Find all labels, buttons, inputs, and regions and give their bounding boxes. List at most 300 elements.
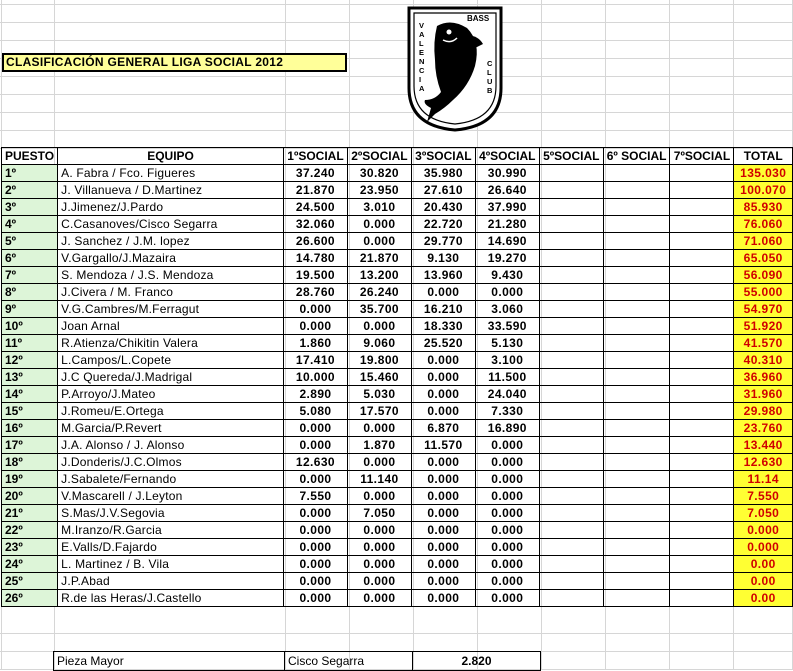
social-2-cell[interactable]: 21.870 [347, 250, 411, 267]
social-3-cell[interactable]: 0.000 [411, 471, 475, 488]
social-6-cell[interactable] [603, 437, 670, 454]
social-5-cell[interactable] [539, 182, 603, 199]
social-2-cell[interactable]: 0.000 [347, 318, 411, 335]
social-2-cell[interactable]: 15.460 [347, 369, 411, 386]
social-6-cell[interactable] [603, 556, 670, 573]
social-4-cell[interactable]: 0.000 [475, 505, 539, 522]
pieza-mayor-name[interactable]: Cisco Segarra [285, 652, 413, 671]
social-5-cell[interactable] [539, 335, 603, 352]
social-1-cell[interactable]: 0.000 [283, 437, 347, 454]
social-4-cell[interactable]: 3.060 [475, 301, 539, 318]
social-5-cell[interactable] [539, 556, 603, 573]
social-7-cell[interactable] [670, 539, 734, 556]
social-5-cell[interactable] [539, 352, 603, 369]
social-4-cell[interactable]: 0.000 [475, 539, 539, 556]
total-cell[interactable]: 135.030 [734, 165, 793, 182]
column-header[interactable]: 3ºSOCIAL [411, 148, 475, 165]
social-1-cell[interactable]: 0.000 [283, 590, 347, 607]
social-1-cell[interactable]: 17.410 [283, 352, 347, 369]
social-1-cell[interactable]: 0.000 [283, 505, 347, 522]
social-3-cell[interactable]: 27.610 [411, 182, 475, 199]
social-5-cell[interactable] [539, 573, 603, 590]
social-1-cell[interactable]: 0.000 [283, 318, 347, 335]
column-header[interactable]: EQUIPO [58, 148, 284, 165]
social-6-cell[interactable] [603, 250, 670, 267]
total-cell[interactable]: 23.760 [734, 420, 793, 437]
social-1-cell[interactable]: 1.860 [283, 335, 347, 352]
social-5-cell[interactable] [539, 471, 603, 488]
total-cell[interactable]: 13.440 [734, 437, 793, 454]
team-cell[interactable]: V.Gargallo/J.Mazaira [58, 250, 284, 267]
social-6-cell[interactable] [603, 539, 670, 556]
social-6-cell[interactable] [603, 505, 670, 522]
social-2-cell[interactable]: 23.950 [347, 182, 411, 199]
social-2-cell[interactable]: 5.030 [347, 386, 411, 403]
total-cell[interactable]: 0.000 [734, 522, 793, 539]
social-7-cell[interactable] [670, 182, 734, 199]
social-1-cell[interactable]: 0.000 [283, 522, 347, 539]
social-2-cell[interactable]: 0.000 [347, 556, 411, 573]
social-5-cell[interactable] [539, 488, 603, 505]
social-2-cell[interactable]: 11.140 [347, 471, 411, 488]
social-3-cell[interactable]: 0.000 [411, 386, 475, 403]
social-6-cell[interactable] [603, 199, 670, 216]
team-cell[interactable]: P.Arroyo/J.Mateo [58, 386, 284, 403]
table-row [2, 522, 793, 539]
social-6-cell[interactable] [603, 420, 670, 437]
social-3-cell[interactable]: 0.000 [411, 573, 475, 590]
total-cell[interactable]: 41.570 [734, 335, 793, 352]
social-2-cell[interactable]: 0.000 [347, 233, 411, 250]
social-3-cell[interactable]: 35.980 [411, 165, 475, 182]
social-5-cell[interactable] [539, 505, 603, 522]
table-row [2, 573, 793, 590]
position-cell[interactable]: 11º [2, 335, 58, 352]
social-6-cell[interactable] [603, 182, 670, 199]
social-6-cell[interactable] [603, 573, 670, 590]
social-2-cell[interactable]: 0.000 [347, 573, 411, 590]
social-3-cell[interactable]: 9.130 [411, 250, 475, 267]
social-7-cell[interactable] [670, 471, 734, 488]
team-cell[interactable]: A. Fabra / Fco. Figueres [58, 165, 284, 182]
social-2-cell[interactable]: 0.000 [347, 420, 411, 437]
social-7-cell[interactable] [670, 250, 734, 267]
social-7-cell[interactable] [670, 505, 734, 522]
team-cell[interactable]: V.G.Cambres/M.Ferragut [58, 301, 284, 318]
social-3-cell[interactable]: 0.000 [411, 454, 475, 471]
team-cell[interactable]: J. Villanueva / D.Martinez [58, 182, 284, 199]
social-4-cell[interactable]: 26.640 [475, 182, 539, 199]
position-cell[interactable]: 14º [2, 386, 58, 403]
social-7-cell[interactable] [670, 590, 734, 607]
position-cell[interactable]: 23º [2, 539, 58, 556]
social-5-cell[interactable] [539, 199, 603, 216]
social-1-cell[interactable]: 37.240 [283, 165, 347, 182]
social-2-cell[interactable]: 0.000 [347, 454, 411, 471]
social-4-cell[interactable]: 11.500 [475, 369, 539, 386]
position-cell[interactable]: 8º [2, 284, 58, 301]
social-3-cell[interactable]: 0.000 [411, 522, 475, 539]
social-4-cell[interactable]: 30.990 [475, 165, 539, 182]
social-4-cell[interactable]: 5.130 [475, 335, 539, 352]
total-cell[interactable]: 7.550 [734, 488, 793, 505]
total-cell[interactable]: 31.960 [734, 386, 793, 403]
team-cell[interactable]: J.Jimenez/J.Pardo [58, 199, 284, 216]
total-cell[interactable]: 40.310 [734, 352, 793, 369]
social-7-cell[interactable] [670, 233, 734, 250]
social-4-cell[interactable]: 0.000 [475, 573, 539, 590]
social-1-cell[interactable]: 10.000 [283, 369, 347, 386]
social-3-cell[interactable]: 29.770 [411, 233, 475, 250]
social-2-cell[interactable]: 3.010 [347, 199, 411, 216]
position-cell[interactable]: 17º [2, 437, 58, 454]
social-4-cell[interactable]: 14.690 [475, 233, 539, 250]
social-4-cell[interactable]: 0.000 [475, 454, 539, 471]
grid-row-line [0, 130, 793, 131]
social-5-cell[interactable] [539, 250, 603, 267]
social-6-cell[interactable] [603, 454, 670, 471]
social-4-cell[interactable]: 0.000 [475, 488, 539, 505]
social-1-cell[interactable]: 7.550 [283, 488, 347, 505]
social-7-cell[interactable] [670, 420, 734, 437]
social-3-cell[interactable]: 0.000 [411, 590, 475, 607]
column-header[interactable]: 6º SOCIAL [603, 148, 670, 165]
social-4-cell[interactable]: 7.330 [475, 403, 539, 420]
total-cell[interactable]: 0.00 [734, 590, 793, 607]
social-7-cell[interactable] [670, 454, 734, 471]
table-row [2, 539, 793, 556]
social-5-cell[interactable] [539, 590, 603, 607]
social-7-cell[interactable] [670, 369, 734, 386]
table-row [2, 386, 793, 403]
social-5-cell[interactable] [539, 420, 603, 437]
social-4-cell[interactable]: 0.000 [475, 590, 539, 607]
social-4-cell[interactable]: 21.280 [475, 216, 539, 233]
position-cell[interactable]: 4º [2, 216, 58, 233]
social-3-cell[interactable]: 0.000 [411, 403, 475, 420]
social-1-cell[interactable]: 26.600 [283, 233, 347, 250]
social-7-cell[interactable] [670, 267, 734, 284]
total-cell[interactable]: 36.960 [734, 369, 793, 386]
social-4-cell[interactable]: 16.890 [475, 420, 539, 437]
social-5-cell[interactable] [539, 437, 603, 454]
team-cell[interactable]: R.Atienza/Chikitin Valera [58, 335, 284, 352]
social-6-cell[interactable] [603, 403, 670, 420]
column-header[interactable]: 2ºSOCIAL [347, 148, 411, 165]
social-6-cell[interactable] [603, 267, 670, 284]
social-3-cell[interactable]: 0.000 [411, 505, 475, 522]
table-row [2, 165, 793, 182]
header-row [2, 148, 793, 165]
social-6-cell[interactable] [603, 165, 670, 182]
social-7-cell[interactable] [670, 318, 734, 335]
social-6-cell[interactable] [603, 216, 670, 233]
classification-table [1, 147, 793, 607]
social-1-cell[interactable]: 12.630 [283, 454, 347, 471]
team-cell[interactable]: M.Iranzo/R.Garcia [58, 522, 284, 539]
logo-right-letter: U [487, 77, 493, 86]
social-6-cell[interactable] [603, 335, 670, 352]
social-7-cell[interactable] [670, 284, 734, 301]
social-6-cell[interactable] [603, 471, 670, 488]
logo-right-letter: B [487, 86, 493, 95]
team-cell[interactable]: S. Mendoza / J.S. Mendoza [58, 267, 284, 284]
social-7-cell[interactable] [670, 488, 734, 505]
table-row [2, 182, 793, 199]
team-cell[interactable]: J.C Quereda/J.Madrigal [58, 369, 284, 386]
social-2-cell[interactable]: 19.800 [347, 352, 411, 369]
team-cell[interactable]: E.Valls/D.Fajardo [58, 539, 284, 556]
total-cell[interactable]: 0.000 [734, 539, 793, 556]
total-cell[interactable]: 55.000 [734, 284, 793, 301]
team-cell[interactable]: C.Casanoves/Cisco Segarra [58, 216, 284, 233]
total-cell[interactable]: 71.060 [734, 233, 793, 250]
social-7-cell[interactable] [670, 403, 734, 420]
position-cell[interactable]: 21º [2, 505, 58, 522]
social-1-cell[interactable]: 21.870 [283, 182, 347, 199]
social-3-cell[interactable]: 11.570 [411, 437, 475, 454]
logo-left-letter: A [419, 30, 425, 39]
position-cell[interactable]: 9º [2, 301, 58, 318]
social-4-cell[interactable]: 3.100 [475, 352, 539, 369]
social-1-cell[interactable]: 0.000 [283, 539, 347, 556]
social-3-cell[interactable]: 0.000 [411, 539, 475, 556]
social-1-cell[interactable]: 24.500 [283, 199, 347, 216]
social-2-cell[interactable]: 0.000 [347, 539, 411, 556]
total-cell[interactable]: 7.050 [734, 505, 793, 522]
column-header[interactable]: 5ºSOCIAL [539, 148, 603, 165]
social-1-cell[interactable]: 0.000 [283, 556, 347, 573]
social-3-cell[interactable]: 0.000 [411, 488, 475, 505]
social-6-cell[interactable] [603, 352, 670, 369]
social-2-cell[interactable]: 0.000 [347, 590, 411, 607]
position-cell[interactable]: 3º [2, 199, 58, 216]
team-cell[interactable]: J.Civera / M. Franco [58, 284, 284, 301]
social-6-cell[interactable] [603, 318, 670, 335]
position-cell[interactable]: 12º [2, 352, 58, 369]
social-1-cell[interactable]: 0.000 [283, 301, 347, 318]
social-5-cell[interactable] [539, 454, 603, 471]
position-cell[interactable]: 5º [2, 233, 58, 250]
total-cell[interactable]: 100.070 [734, 182, 793, 199]
position-cell[interactable]: 26º [2, 590, 58, 607]
team-cell[interactable]: J.A. Alonso / J. Alonso [58, 437, 284, 454]
social-5-cell[interactable] [539, 301, 603, 318]
position-cell[interactable]: 22º [2, 522, 58, 539]
team-cell[interactable]: J. Sanchez / J.M. lopez [58, 233, 284, 250]
social-3-cell[interactable]: 0.000 [411, 369, 475, 386]
social-6-cell[interactable] [603, 301, 670, 318]
grid-row-line [0, 40, 793, 41]
social-2-cell[interactable]: 17.570 [347, 403, 411, 420]
grid-row-line [0, 4, 793, 5]
social-2-cell[interactable]: 30.820 [347, 165, 411, 182]
total-cell[interactable]: 85.930 [734, 199, 793, 216]
social-5-cell[interactable] [539, 165, 603, 182]
social-7-cell[interactable] [670, 522, 734, 539]
social-6-cell[interactable] [603, 386, 670, 403]
social-1-cell[interactable]: 28.760 [283, 284, 347, 301]
table-row [2, 505, 793, 522]
social-3-cell[interactable]: 6.870 [411, 420, 475, 437]
social-2-cell[interactable]: 35.700 [347, 301, 411, 318]
social-2-cell[interactable]: 1.870 [347, 437, 411, 454]
social-4-cell[interactable]: 0.000 [475, 284, 539, 301]
social-4-cell[interactable]: 19.270 [475, 250, 539, 267]
team-cell[interactable]: J.Donderis/J.C.Olmos [58, 454, 284, 471]
social-4-cell[interactable]: 0.000 [475, 556, 539, 573]
social-5-cell[interactable] [539, 386, 603, 403]
total-cell[interactable]: 65.050 [734, 250, 793, 267]
position-cell[interactable]: 15º [2, 403, 58, 420]
grid-row-line [0, 112, 793, 113]
social-4-cell[interactable]: 9.430 [475, 267, 539, 284]
social-7-cell[interactable] [670, 165, 734, 182]
social-2-cell[interactable]: 9.060 [347, 335, 411, 352]
social-6-cell[interactable] [603, 284, 670, 301]
social-1-cell[interactable]: 32.060 [283, 216, 347, 233]
total-cell[interactable]: 11.14 [734, 471, 793, 488]
social-7-cell[interactable] [670, 352, 734, 369]
team-cell[interactable]: J.Sabalete/Fernando [58, 471, 284, 488]
social-4-cell[interactable]: 0.000 [475, 471, 539, 488]
team-cell[interactable]: V.Mascarell / J.Leyton [58, 488, 284, 505]
team-cell[interactable]: L. Martinez / B. Vila [58, 556, 284, 573]
social-2-cell[interactable]: 0.000 [347, 488, 411, 505]
social-5-cell[interactable] [539, 522, 603, 539]
social-1-cell[interactable]: 2.890 [283, 386, 347, 403]
position-cell[interactable]: 16º [2, 420, 58, 437]
position-cell[interactable]: 10º [2, 318, 58, 335]
position-cell[interactable]: 25º [2, 573, 58, 590]
social-3-cell[interactable]: 0.000 [411, 556, 475, 573]
table-row [2, 556, 793, 573]
pieza-mayor-value[interactable]: 2.820 [413, 652, 541, 671]
team-cell[interactable]: J.Romeu/E.Ortega [58, 403, 284, 420]
team-cell[interactable]: L.Campos/L.Copete [58, 352, 284, 369]
total-cell[interactable]: 54.970 [734, 301, 793, 318]
social-7-cell[interactable] [670, 386, 734, 403]
team-cell[interactable]: J.P.Abad [58, 573, 284, 590]
social-1-cell[interactable]: 19.500 [283, 267, 347, 284]
sheet-title[interactable]: CLASIFICACIÓN GENERAL LIGA SOCIAL 2012 [2, 53, 347, 72]
team-cell[interactable]: Joan Arnal [58, 318, 284, 335]
social-5-cell[interactable] [539, 216, 603, 233]
position-cell[interactable]: 1º [2, 165, 58, 182]
social-2-cell[interactable]: 26.240 [347, 284, 411, 301]
table-row [2, 590, 793, 607]
social-5-cell[interactable] [539, 369, 603, 386]
social-3-cell[interactable]: 20.430 [411, 199, 475, 216]
social-1-cell[interactable]: 0.000 [283, 420, 347, 437]
total-cell[interactable]: 29.980 [734, 403, 793, 420]
social-3-cell[interactable]: 22.720 [411, 216, 475, 233]
total-cell[interactable]: 76.060 [734, 216, 793, 233]
grid-row-line [0, 76, 793, 77]
social-4-cell[interactable]: 37.990 [475, 199, 539, 216]
social-2-cell[interactable]: 7.050 [347, 505, 411, 522]
column-header[interactable]: 1ºSOCIAL [283, 148, 347, 165]
social-1-cell[interactable]: 5.080 [283, 403, 347, 420]
social-2-cell[interactable]: 13.200 [347, 267, 411, 284]
position-cell[interactable]: 6º [2, 250, 58, 267]
social-6-cell[interactable] [603, 233, 670, 250]
team-cell[interactable]: M.Garcia/P.Revert [58, 420, 284, 437]
column-header[interactable]: PUESTO [2, 148, 58, 165]
table-row [2, 199, 793, 216]
position-cell[interactable]: 13º [2, 369, 58, 386]
position-cell[interactable]: 24º [2, 556, 58, 573]
social-1-cell[interactable]: 0.000 [283, 471, 347, 488]
total-cell[interactable]: 0.00 [734, 573, 793, 590]
column-header[interactable]: 4ºSOCIAL [475, 148, 539, 165]
total-cell[interactable]: 0.00 [734, 556, 793, 573]
social-6-cell[interactable] [603, 488, 670, 505]
grid-row-line [0, 22, 793, 23]
social-5-cell[interactable] [539, 284, 603, 301]
social-4-cell[interactable]: 33.590 [475, 318, 539, 335]
social-5-cell[interactable] [539, 403, 603, 420]
social-7-cell[interactable] [670, 573, 734, 590]
social-7-cell[interactable] [670, 301, 734, 318]
social-7-cell[interactable] [670, 199, 734, 216]
column-header[interactable]: 7ºSOCIAL [670, 148, 734, 165]
social-4-cell[interactable]: 0.000 [475, 437, 539, 454]
social-7-cell[interactable] [670, 437, 734, 454]
social-5-cell[interactable] [539, 539, 603, 556]
social-2-cell[interactable]: 0.000 [347, 216, 411, 233]
social-1-cell[interactable]: 14.780 [283, 250, 347, 267]
logo-left-letter: E [419, 48, 425, 57]
social-5-cell[interactable] [539, 267, 603, 284]
team-cell[interactable]: R.de las Heras/J.Castello [58, 590, 284, 607]
social-3-cell[interactable]: 16.210 [411, 301, 475, 318]
social-3-cell[interactable]: 0.000 [411, 352, 475, 369]
social-4-cell[interactable]: 0.000 [475, 522, 539, 539]
social-3-cell[interactable]: 18.330 [411, 318, 475, 335]
social-1-cell[interactable]: 0.000 [283, 573, 347, 590]
social-5-cell[interactable] [539, 233, 603, 250]
social-5-cell[interactable] [539, 318, 603, 335]
position-cell[interactable]: 19º [2, 471, 58, 488]
total-cell[interactable]: 12.630 [734, 454, 793, 471]
social-4-cell[interactable]: 24.040 [475, 386, 539, 403]
table-row [2, 267, 793, 284]
position-cell[interactable]: 7º [2, 267, 58, 284]
pieza-mayor-label[interactable]: Pieza Mayor [54, 652, 285, 671]
social-7-cell[interactable] [670, 556, 734, 573]
table-row [2, 420, 793, 437]
social-3-cell[interactable]: 13.960 [411, 267, 475, 284]
position-cell[interactable]: 18º [2, 454, 58, 471]
total-cell[interactable]: 51.920 [734, 318, 793, 335]
social-7-cell[interactable] [670, 216, 734, 233]
column-header[interactable]: TOTAL [734, 148, 793, 165]
social-6-cell[interactable] [603, 590, 670, 607]
social-6-cell[interactable] [603, 522, 670, 539]
social-3-cell[interactable]: 0.000 [411, 284, 475, 301]
social-3-cell[interactable]: 25.520 [411, 335, 475, 352]
social-2-cell[interactable]: 0.000 [347, 522, 411, 539]
social-6-cell[interactable] [603, 369, 670, 386]
position-cell[interactable]: 2º [2, 182, 58, 199]
table-row [2, 216, 793, 233]
position-cell[interactable]: 20º [2, 488, 58, 505]
team-cell[interactable]: S.Mas/J.V.Segovia [58, 505, 284, 522]
total-cell[interactable]: 56.090 [734, 267, 793, 284]
table-row [2, 369, 793, 386]
social-7-cell[interactable] [670, 335, 734, 352]
